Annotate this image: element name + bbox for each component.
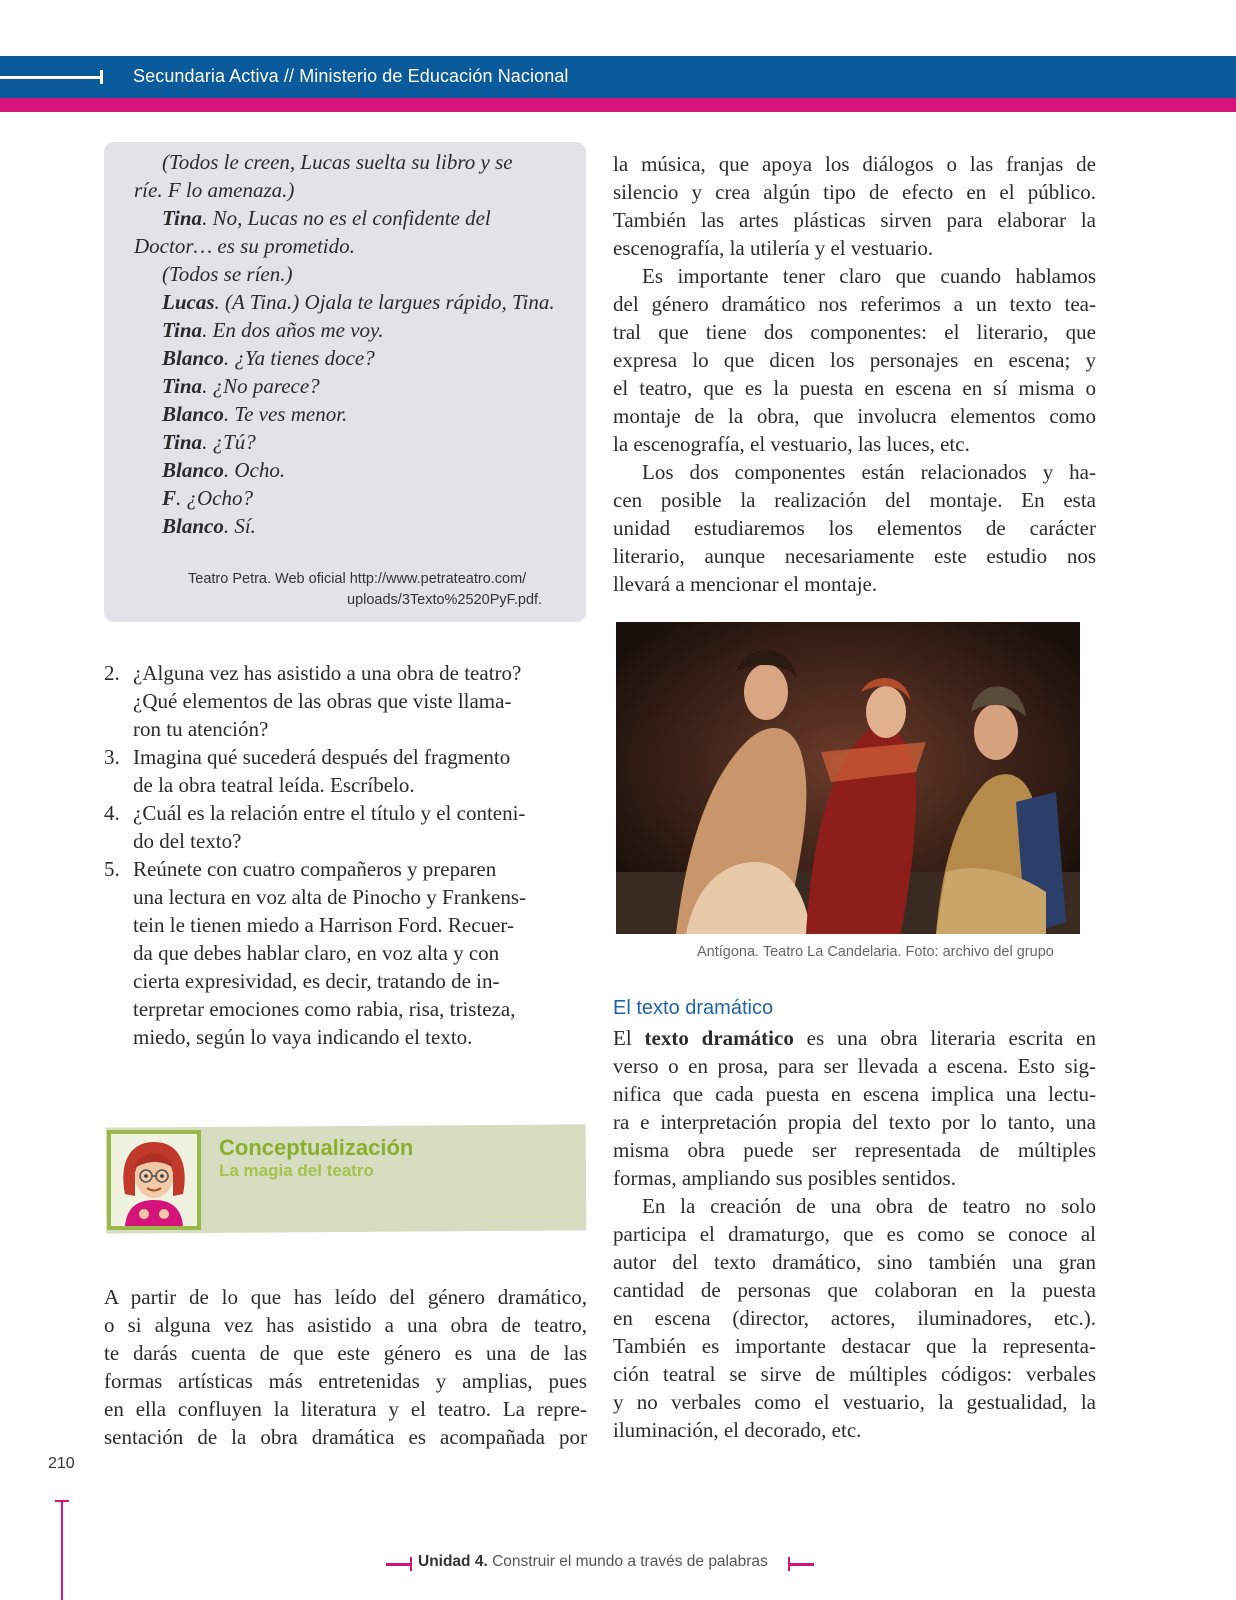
question-text: Reúnete con cuatro compañeros y preparen bbox=[133, 857, 497, 881]
key-term: texto dramático bbox=[644, 1026, 794, 1050]
paragraph-line: expresa lo que dicen los personajes en escena; y bbox=[613, 348, 1096, 372]
question-text: da que debes hablar claro, en voz alta y con bbox=[133, 941, 500, 965]
question-text: cierta expresividad, es decir, tratando de in- bbox=[133, 969, 500, 993]
paragraph-line: la escenografía, el vestuario, las luces, etc. bbox=[613, 432, 970, 456]
speaker-name: Blanco bbox=[162, 402, 224, 426]
paragraph-line: montaje de la obra, que involucra elementos como bbox=[613, 404, 1096, 428]
paragraph-line: En la creación de una obra de teatro no solo bbox=[642, 1194, 1096, 1218]
paragraph-line: El texto dramático es una obra literaria escrita en bbox=[613, 1026, 1096, 1050]
paragraph-line: y no verbales como el vestuario, la gestualidad, la bbox=[613, 1390, 1096, 1414]
theatre-photo-image bbox=[616, 622, 1080, 934]
header-title: Secundaria Activa // Ministerio de Educación Nacional bbox=[133, 66, 569, 86]
paragraph-line: el teatro, que es la puesta en escena en sí misma o bbox=[613, 376, 1096, 400]
paragraph-line: o si alguna vez has asistido a una obra de teatro, bbox=[104, 1313, 587, 1337]
header-rule-tick bbox=[100, 70, 103, 84]
teacher-character-icon bbox=[111, 1134, 197, 1226]
photo-caption: Antígona. Teatro La Candelaria. Foto: archivo del grupo bbox=[697, 944, 1054, 960]
paragraph-line: A partir de lo que has leído del género dramático, bbox=[104, 1285, 587, 1309]
dialogue-line: Blanco. ¿Ya tienes doce? bbox=[162, 346, 375, 370]
page-number: 210 bbox=[48, 1455, 75, 1472]
question-text: ¿Qué elementos de las obras que viste llama- bbox=[133, 689, 512, 713]
dialogue-line: Blanco. Te ves menor. bbox=[162, 402, 348, 426]
paragraph-line: sentación de la obra dramática es acompañada por bbox=[104, 1425, 587, 1449]
paragraph-line: formas, ampliando sus posibles sentidos. bbox=[613, 1166, 956, 1190]
avatar bbox=[107, 1130, 201, 1230]
footer-rule-right bbox=[790, 1563, 814, 1566]
speaker-name: Blanco bbox=[162, 458, 224, 482]
dialogue-line: Tina. No, Lucas no es el confidente del bbox=[162, 206, 491, 230]
footer-rule-tick-left bbox=[410, 1557, 412, 1571]
paragraph-line: formas artísticas más entretenidas y amplias, pues bbox=[104, 1369, 587, 1393]
section-heading: El texto dramático bbox=[613, 997, 774, 1019]
source-citation: Teatro Petra. Web oficial http://www.petrateatro.com/ bbox=[188, 571, 527, 587]
speaker-name: Tina bbox=[162, 430, 203, 454]
question-text: do del texto? bbox=[133, 829, 242, 853]
paragraph-line: Los dos componentes están relacionados y ha- bbox=[642, 460, 1096, 484]
dialogue-line: Doctor… es su prometido. bbox=[134, 234, 355, 258]
speaker-name: Tina bbox=[162, 318, 203, 342]
speaker-name: F bbox=[162, 486, 177, 510]
speaker-name: Blanco bbox=[162, 346, 224, 370]
paragraph-line: ra e interpretación propia del texto por lo tanto, una bbox=[613, 1110, 1096, 1134]
header-rule bbox=[0, 76, 102, 79]
header-accent-stripe bbox=[0, 98, 1236, 112]
question-text: ¿Cuál es la relación entre el título y el conteni- bbox=[133, 801, 526, 825]
paragraph-line: tral que tiene dos componentes: el literario, que bbox=[613, 320, 1096, 344]
dialogue-line: Tina. ¿Tú? bbox=[162, 430, 256, 454]
question-text: terpretar emociones como rabia, risa, tristeza, bbox=[133, 997, 516, 1021]
paragraph-line: literario, aunque necesariamente este estudio nos bbox=[613, 544, 1096, 568]
paragraph-line: misma obra puede ser representada de múltiples bbox=[613, 1138, 1096, 1162]
paragraph-line: llevará a mencionar el montaje. bbox=[613, 572, 878, 596]
speaker-name: Blanco bbox=[162, 514, 224, 538]
dialogue-line: Tina. ¿No parece? bbox=[162, 374, 320, 398]
paragraph-line: en escena (director, actores, iluminadores, etc.). bbox=[613, 1306, 1096, 1330]
source-citation: uploads/3Texto%2520PyF.pdf. bbox=[347, 592, 543, 608]
paragraph-line: cen posible la realización del montaje. En esta bbox=[613, 488, 1096, 512]
dialogue-line: F. ¿Ocho? bbox=[162, 486, 254, 510]
speaker-name: Tina bbox=[162, 206, 203, 230]
paragraph-line: unidad estudiaremos los elementos de carácter bbox=[613, 516, 1096, 540]
paragraph-line: autor del texto dramático, sino también una gran bbox=[613, 1250, 1096, 1274]
theatre-photo bbox=[616, 622, 1080, 934]
dialogue-line: Blanco. Sí. bbox=[162, 514, 256, 538]
speaker-name: Tina bbox=[162, 374, 203, 398]
concept-subtitle: La magia del teatro bbox=[219, 1161, 374, 1180]
paragraph-line: silencio y crea algún tipo de efecto en el público. bbox=[613, 180, 1096, 204]
question-text: ron tu atención? bbox=[133, 717, 269, 741]
dialogue-line: Tina. En dos años me voy. bbox=[162, 318, 384, 342]
dialogue-line: ríe. F lo amenaza.) bbox=[134, 178, 295, 202]
concept-title: Conceptualización bbox=[219, 1135, 414, 1160]
paragraph-line: Es importante tener claro que cuando hablamos bbox=[642, 264, 1096, 288]
question-text: Imagina qué sucederá después del fragmento bbox=[133, 745, 511, 769]
footer-unit-title: Unidad 4. Construir el mundo a través de palabras bbox=[418, 1553, 768, 1570]
paragraph-line: escenografía, la utilería y el vestuario. bbox=[613, 236, 934, 260]
dialogue-line: (Todos le creen, Lucas suelta su libro y se bbox=[162, 150, 513, 174]
question-number: 3. bbox=[104, 745, 120, 769]
paragraph-line: También es importante destacar que la representa- bbox=[613, 1334, 1096, 1358]
question-text: tein le tienen miedo a Harrison Ford. Recuer- bbox=[133, 913, 514, 937]
paragraph-line: en ella confluyen la literatura y el teatro. La repre- bbox=[104, 1397, 587, 1421]
paragraph-line: participa el dramaturgo, que es como se conoce al bbox=[613, 1222, 1096, 1246]
speaker-name: Lucas bbox=[162, 290, 215, 314]
paragraph-line: También las artes plásticas sirven para elaborar la bbox=[613, 208, 1096, 232]
dialogue-line: (Todos se ríen.) bbox=[162, 262, 293, 286]
paragraph-line: te darás cuenta de que este género es una de las bbox=[104, 1341, 587, 1365]
question-text: una lectura en voz alta de Pinocho y Frankens- bbox=[133, 885, 527, 909]
question-text: miedo, según lo vaya indicando el texto. bbox=[133, 1025, 473, 1049]
question-number: 5. bbox=[104, 857, 120, 881]
footer-rule-left bbox=[386, 1563, 410, 1566]
margin-rule bbox=[61, 1500, 63, 1600]
paragraph-line: la música, que apoya los diálogos o las franjas de bbox=[613, 152, 1096, 176]
paragraph-line: iluminación, el decorado, etc. bbox=[613, 1418, 862, 1442]
question-text: ¿Alguna vez has asistido a una obra de teatro? bbox=[133, 661, 522, 685]
paragraph-line: ción teatral se sirve de múltiples códigos: verbales bbox=[613, 1362, 1096, 1386]
paragraph-line: verso o en prosa, para ser llevada a escena. Esto sig- bbox=[613, 1054, 1096, 1078]
dialogue-line: Blanco. Ocho. bbox=[162, 458, 286, 482]
dialogue-line: Lucas. (A Tina.) Ojala te largues rápido, Tina. bbox=[162, 290, 555, 314]
question-number: 2. bbox=[104, 661, 120, 685]
question-number: 4. bbox=[104, 801, 120, 825]
paragraph-line: cantidad de personas que colaboran en la puesta bbox=[613, 1278, 1096, 1302]
paragraph-line: nifica que cada puesta en escena implica una lectu- bbox=[613, 1082, 1096, 1106]
paragraph-line: del género dramático nos referimos a un texto tea- bbox=[613, 292, 1096, 316]
question-text: de la obra teatral leída. Escríbelo. bbox=[133, 773, 415, 797]
